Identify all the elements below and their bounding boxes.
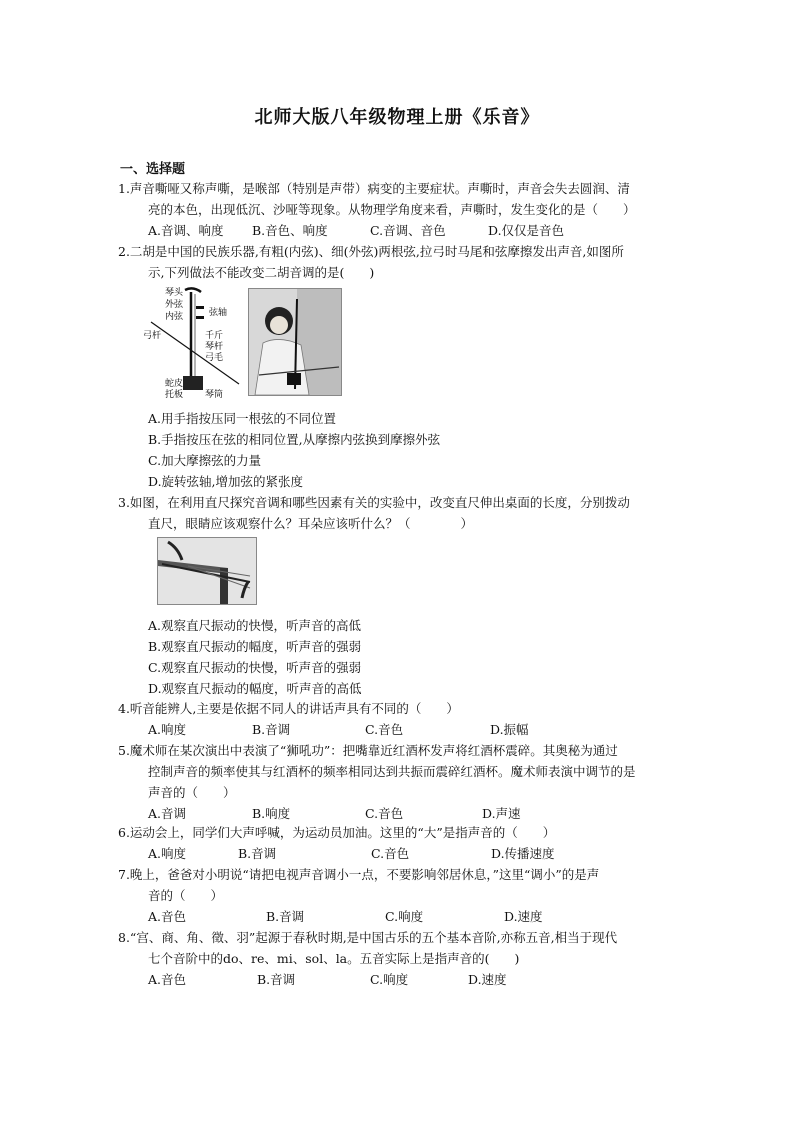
q1-option-b[interactable]: B.音色、响度 xyxy=(252,223,328,238)
erhu-label-qintong: 琴筒 xyxy=(205,390,224,400)
q8-options xyxy=(118,969,703,990)
question-2-options xyxy=(118,408,703,492)
erhu-label-qingan: 琴杆 xyxy=(205,342,224,352)
q3-option-b[interactable]: B.观察直尺振动的幅度，听声音的强弱 xyxy=(148,639,362,654)
q6-option-a[interactable]: A.响度 xyxy=(148,846,187,861)
q1-options xyxy=(118,220,703,241)
q7-line2: 音的（ ） xyxy=(148,888,224,903)
q5-line1: 5.魔术师在某次演出中表演了“狮吼功”：把嘴靠近红酒杯发声将红酒杯震碎。其奥秘为通过 xyxy=(118,743,618,758)
q5-option-d[interactable]: D.声速 xyxy=(482,806,521,821)
question-2 xyxy=(118,241,703,283)
erhu-label-xianzhou: 弦轴 xyxy=(209,308,228,318)
q2-option-c[interactable]: C.加大摩擦弦的力量 xyxy=(148,453,262,468)
q7-option-a[interactable]: A.音色 xyxy=(148,909,187,924)
q8-line2: 七个音阶中的do、re、mi、sol、la。五音实际上是指声音的( ) xyxy=(148,951,520,966)
q7-options xyxy=(118,906,703,927)
q7-line1: 7.晚上，爸爸对小明说“请把电视声音调小一点，不要影响邻居休息，”这里“调小”的是声 xyxy=(118,867,600,882)
q5-option-a[interactable]: A.音调 xyxy=(148,806,187,821)
question-3-options xyxy=(118,615,703,699)
erhu-player-photo xyxy=(248,288,342,396)
section-heading: 一、选择题 xyxy=(120,162,186,177)
q2-line2: 示,下列做法不能改变二胡音调的是( ) xyxy=(148,265,375,280)
q5-option-c[interactable]: C.音色 xyxy=(365,806,404,821)
question-4 xyxy=(118,698,703,740)
q7-option-d[interactable]: D.速度 xyxy=(504,909,543,924)
erhu-label-shepi: 蛇皮 xyxy=(165,379,184,389)
q2-option-d[interactable]: D.旋转弦轴,增加弦的紧张度 xyxy=(148,474,304,489)
erhu-peg-2 xyxy=(196,316,204,319)
erhu-label-neixian: 内弦 xyxy=(165,312,184,322)
q1-option-c[interactable]: C.音调、音色 xyxy=(370,223,446,238)
q1-line1: 1.声音嘶哑又称声嘶，是喉部（特别是声带）病变的主要症状。声嘶时，声音会失去圆润、清 xyxy=(118,181,630,196)
q3-option-d[interactable]: D.观察直尺振动的幅度，听声音的高低 xyxy=(148,681,362,696)
q4-option-b[interactable]: B.音调 xyxy=(252,722,291,737)
q7-option-c[interactable]: C.响度 xyxy=(385,909,424,924)
q1-option-d[interactable]: D.仅仅是音色 xyxy=(488,223,565,238)
q8-option-c[interactable]: C.响度 xyxy=(370,972,409,987)
erhu-resonator xyxy=(183,376,203,390)
q2-option-b[interactable]: B.手指按压在弦的相同位置,从摩擦内弦换到摩擦外弦 xyxy=(148,432,441,447)
q6-option-c[interactable]: C.音色 xyxy=(371,846,410,861)
erhu-label-waixian: 外弦 xyxy=(165,300,184,310)
q4-option-d[interactable]: D.振幅 xyxy=(490,722,529,737)
q4-line1: 4.听音能辨人,主要是依据不同人的讲话声具有不同的（ ） xyxy=(118,701,459,716)
q1-option-a[interactable]: A.音调、响度 xyxy=(148,223,224,238)
erhu-label-gongmao: 弓毛 xyxy=(205,353,224,363)
q2-option-a[interactable]: A.用手指按压同一根弦的不同位置 xyxy=(148,411,337,426)
q3-line1: 3.如图，在利用直尺探究音调和哪些因素有关的实验中，改变直尺伸出桌面的长度，分别拨动 xyxy=(118,495,630,510)
q2-line1: 2.二胡是中国的民族乐器,有粗(内弦)、细(外弦)两根弦,拉弓时马尾和弦摩擦发出声音,如图所 xyxy=(118,244,624,259)
q5-line2: 控制声音的频率使其与红酒杯的频率相同达到共振而震碎红酒杯。魔术师表演中调节的是 xyxy=(148,764,636,779)
q8-option-d[interactable]: D.速度 xyxy=(468,972,507,987)
q5-option-b[interactable]: B.响度 xyxy=(252,806,291,821)
q7-option-b[interactable]: B.音调 xyxy=(266,909,305,924)
question-8 xyxy=(118,927,703,990)
erhu-head xyxy=(185,288,201,292)
q4-option-a[interactable]: A.响度 xyxy=(148,722,187,737)
q3-option-a[interactable]: A.观察直尺振动的快慢，听声音的高低 xyxy=(148,618,362,633)
q4-options xyxy=(118,719,703,740)
erhu-label-qianjin: 千斤 xyxy=(205,331,224,341)
q3-line2: 直尺，眼睛应该观察什么？耳朵应该听什么？（ ） xyxy=(148,516,474,531)
q6-option-d[interactable]: D.传播速度 xyxy=(491,846,555,861)
erhu-label-gonggan: 弓杆 xyxy=(143,331,162,341)
erhu-label-tuoban: 托板 xyxy=(165,390,184,400)
question-7 xyxy=(118,864,703,927)
ruler-experiment-photo xyxy=(157,537,257,605)
erhu-peg-1 xyxy=(196,306,204,309)
q6-options xyxy=(118,843,703,864)
erhu-label-qintou: 琴头 xyxy=(165,288,184,298)
q3-option-c[interactable]: C.观察直尺振动的快慢，听声音的强弱 xyxy=(148,660,362,675)
q6-line1: 6.运动会上，同学们大声呼喊，为运动员加油。这里的“大”是指声音的（ ） xyxy=(118,825,556,840)
question-5 xyxy=(118,740,703,824)
question-3 xyxy=(118,492,703,534)
erhu-diagram xyxy=(143,286,243,401)
q4-option-c[interactable]: C.音色 xyxy=(365,722,404,737)
question-6 xyxy=(118,822,703,864)
q1-line2: 亮的本色，出现低沉、沙哑等现象。从物理学角度来看，声嘶时，发生变化的是（ ） xyxy=(148,202,636,217)
q5-options xyxy=(118,803,703,824)
q8-option-b[interactable]: B.音调 xyxy=(257,972,296,987)
q5-line3: 声音的（ ） xyxy=(148,785,236,800)
q8-option-a[interactable]: A.音色 xyxy=(148,972,187,987)
question-1 xyxy=(118,178,703,241)
q6-option-b[interactable]: B.音调 xyxy=(238,846,277,861)
q8-line1: 8.“宫、商、角、徵、羽”起源于春秋时期,是中国古乐的五个基本音阶,亦称五音,相当于现代 xyxy=(118,930,618,945)
page-title: 北师大版八年级物理上册《乐音》 xyxy=(254,107,540,128)
